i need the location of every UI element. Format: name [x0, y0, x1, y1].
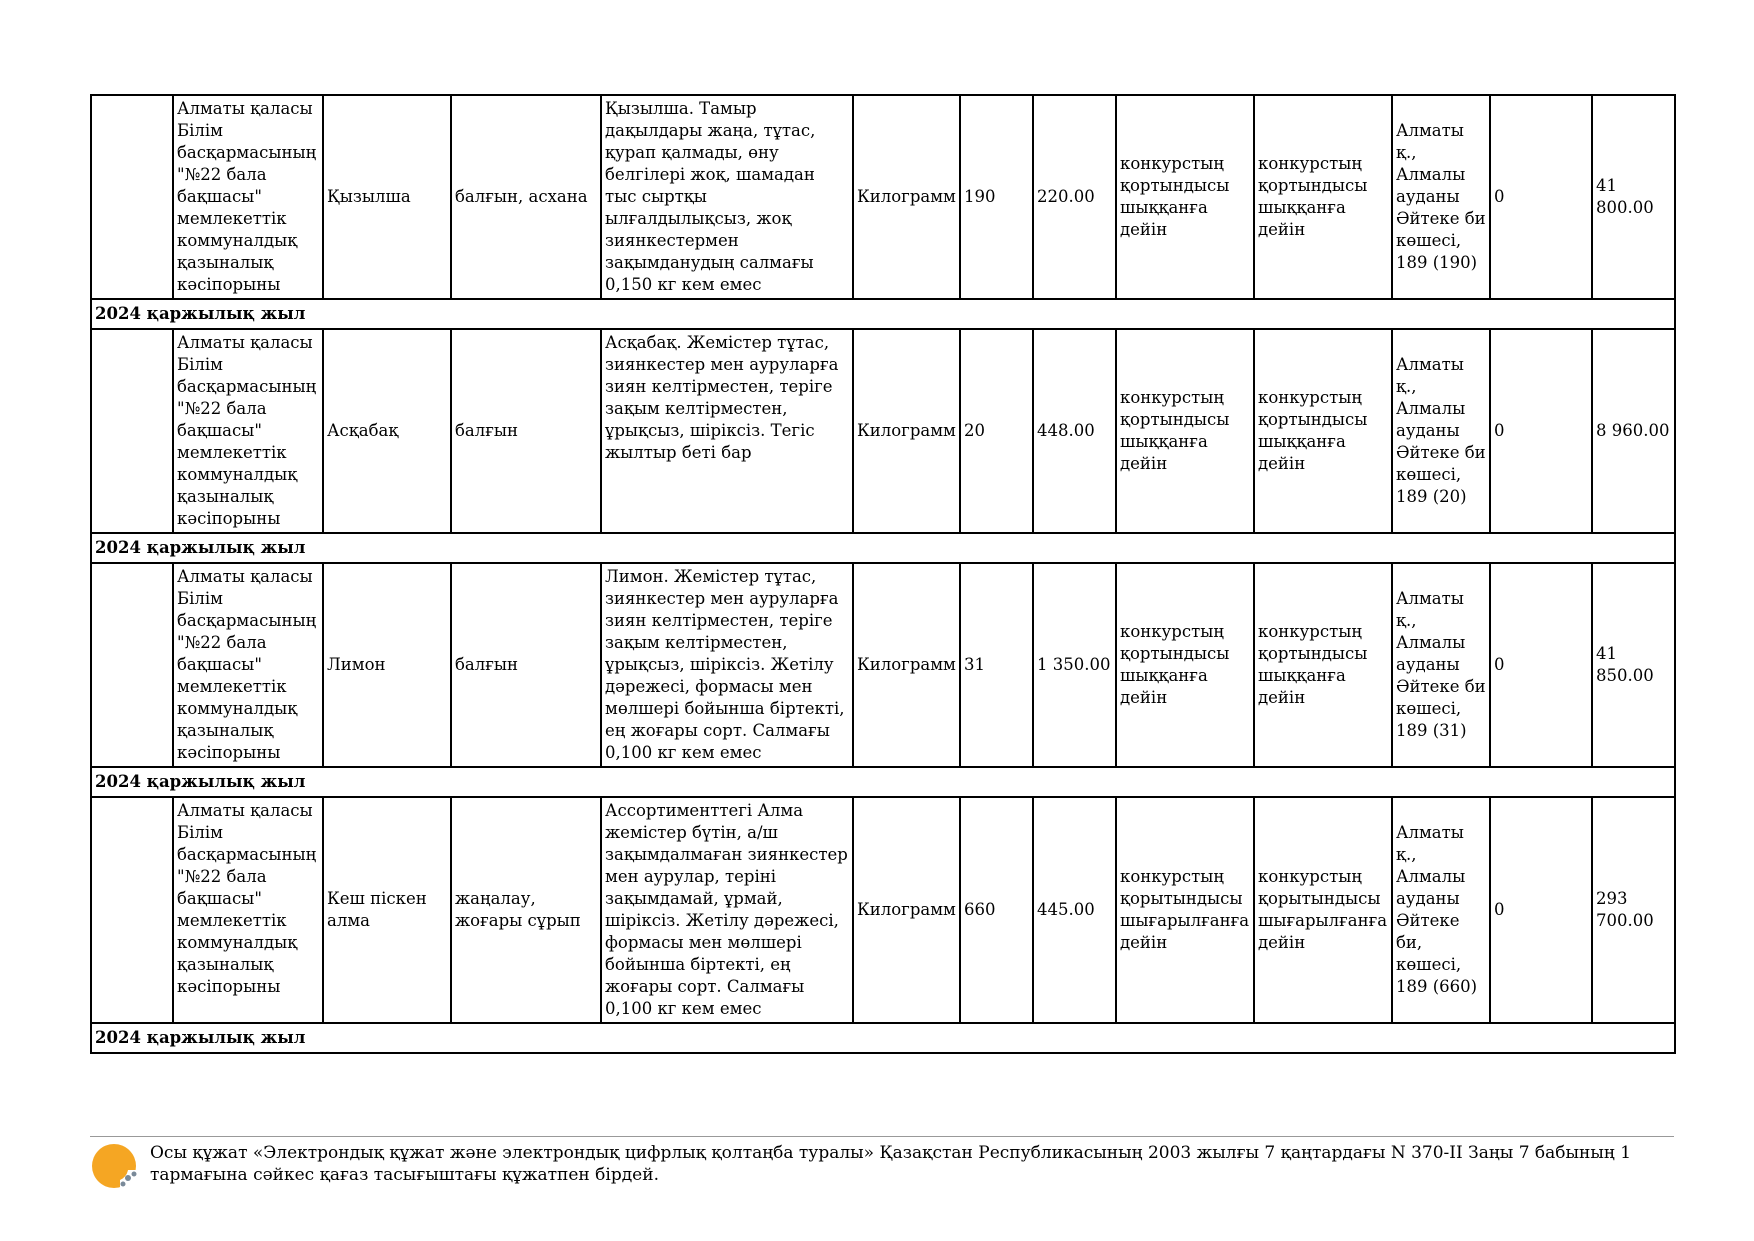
year-row — [91, 1023, 1675, 1053]
cell-term-end: конкурстың қортындысы шыққанға дейін — [1254, 95, 1392, 299]
cell-term-start: конкурстың қорытындысы шығарылғанға дейін — [1116, 797, 1254, 1023]
row-number-cell — [91, 563, 173, 767]
cell-name: Лимон — [323, 563, 451, 767]
cell-price: 448.00 — [1033, 329, 1116, 533]
cell-name: Қызылша — [323, 95, 451, 299]
year-label: 2024 қаржылық жыл — [91, 299, 1675, 329]
cell-customer: Алматы қаласы Білім басқармасының "№22 бала бақшасы" мемлекеттік коммуналдық қазыналық кәсіпорыны — [173, 797, 323, 1023]
cell-price: 220.00 — [1033, 95, 1116, 299]
cell-qty: 31 — [960, 563, 1033, 767]
table-row — [91, 797, 1675, 1023]
cell-qty: 190 — [960, 95, 1033, 299]
cell-sum: 41 850.00 — [1592, 563, 1675, 767]
cell-sum: 293 700.00 — [1592, 797, 1675, 1023]
cell-qty: 660 — [960, 797, 1033, 1023]
cell-term-end: конкурстың қорытындысы шығарылғанға дейін — [1254, 797, 1392, 1023]
table-row — [91, 563, 1675, 767]
row-number-cell — [91, 797, 173, 1023]
cell-term-start: конкурстың қортындысы шыққанға дейін — [1116, 329, 1254, 533]
procurement-table — [90, 94, 1676, 1054]
table-row — [91, 95, 1675, 299]
cell-unit: Килограмм — [853, 563, 960, 767]
cell-name: Кеш піскен алма — [323, 797, 451, 1023]
cell-customer: Алматы қаласы Білім басқармасының "№22 бала бақшасы" мемлекеттік коммуналдық қазыналық кәсіпорыны — [173, 329, 323, 533]
cell-characteristic: балғын — [451, 329, 601, 533]
cell-unit: Килограмм — [853, 797, 960, 1023]
table-body — [91, 95, 1675, 1053]
cell-description: Ассортименттегі Алма жемістер бүтін, а/ш зақымдалмаған зиянкестер мен аурулар, теріні зақымдамай, ұрмай, шіріксіз. Жетілу дәрежесі, формасы мен мөлшері бойынша біртекті, ең жоғары сорт. Салмағы 0,100 кг кем емес — [601, 797, 853, 1023]
cell-place: Алматы қ., Алмалы ауданы Әйтеке би көшесі, 189 (31) — [1392, 563, 1490, 767]
year-row — [91, 767, 1675, 797]
cell-term-end: конкурстың қортындысы шыққанға дейін — [1254, 563, 1392, 767]
row-number-cell — [91, 329, 173, 533]
year-row — [91, 533, 1675, 563]
cell-unit: Килограмм — [853, 95, 960, 299]
cell-description: Асқабақ. Жемістер тұтас, зиянкестер мен ауруларға зиян келтірместен, теріге зақым келтірместен, ұрықсыз, шіріксіз. Тегіс жылтыр беті бар — [601, 329, 853, 533]
cell-sum: 41 800.00 — [1592, 95, 1675, 299]
cell-sum: 8 960.00 — [1592, 329, 1675, 533]
cell-advance: 0 — [1490, 797, 1592, 1023]
cell-term-start: конкурстың қортындысы шыққанға дейін — [1116, 563, 1254, 767]
cell-characteristic: жаңалау, жоғары сұрып — [451, 797, 601, 1023]
cell-unit: Килограмм — [853, 329, 960, 533]
cell-term-end: конкурстың қортындысы шыққанға дейін — [1254, 329, 1392, 533]
cell-place: Алматы қ., Алмалы ауданы Әйтеке би көшесі, 189 (20) — [1392, 329, 1490, 533]
footer-divider — [90, 1136, 1674, 1137]
cell-place: Алматы қ., Алмалы ауданы Әйтеке би көшесі, 189 (190) — [1392, 95, 1490, 299]
year-label: 2024 қаржылық жыл — [91, 1023, 1675, 1053]
cell-qty: 20 — [960, 329, 1033, 533]
year-label: 2024 қаржылық жыл — [91, 767, 1675, 797]
cell-term-start: конкурстың қортындысы шыққанға дейін — [1116, 95, 1254, 299]
cell-advance: 0 — [1490, 563, 1592, 767]
cell-advance: 0 — [1490, 95, 1592, 299]
cell-customer: Алматы қаласы Білім басқармасының "№22 бала бақшасы" мемлекеттік коммуналдық қазыналық кәсіпорыны — [173, 95, 323, 299]
cell-price: 1 350.00 — [1033, 563, 1116, 767]
cell-characteristic: балғын — [451, 563, 601, 767]
year-row — [91, 299, 1675, 329]
footer — [90, 1142, 1674, 1192]
year-label: 2024 қаржылық жыл — [91, 533, 1675, 563]
cell-name: Асқабақ — [323, 329, 451, 533]
cell-advance: 0 — [1490, 329, 1592, 533]
sun-seal-icon — [90, 1142, 140, 1192]
cell-place: Алматы қ., Алмалы ауданы Әйтеке би, көшесі, 189 (660) — [1392, 797, 1490, 1023]
cell-price: 445.00 — [1033, 797, 1116, 1023]
table-row — [91, 329, 1675, 533]
cell-description: Лимон. Жемістер тұтас, зиянкестер мен ауруларға зиян келтірместен, теріге зақым келтірместен, ұрықсыз, шіріксіз. Жетілу дәрежесі, формасы мен мөлшері бойынша біртекті, ең жоғары сорт. Салмағы 0,100 кг кем емес — [601, 563, 853, 767]
cell-customer: Алматы қаласы Білім басқармасының "№22 бала бақшасы" мемлекеттік коммуналдық қазыналық кәсіпорыны — [173, 563, 323, 767]
cell-characteristic: балғын, асхана — [451, 95, 601, 299]
cell-description: Қызылша. Тамыр дақылдары жаңа, тұтас, қурап қалмады, өну белгілері жоқ, шамадан тыс сыртқы ылғалдылықсыз, жоқ зиянкестермен зақымданудың салмағы 0,150 кг кем емес — [601, 95, 853, 299]
row-number-cell — [91, 95, 173, 299]
footer-text: Осы құжат «Электрондық құжат және электрондық цифрлық қолтаңба туралы» Қазақстан Республикасының 2003 жылғы 7 қаңтардағы N 370-II Заңы 7 бабының 1 тармағына сәйкес қағаз тасығыштағы құжатпен бірдей. — [150, 1143, 1632, 1185]
